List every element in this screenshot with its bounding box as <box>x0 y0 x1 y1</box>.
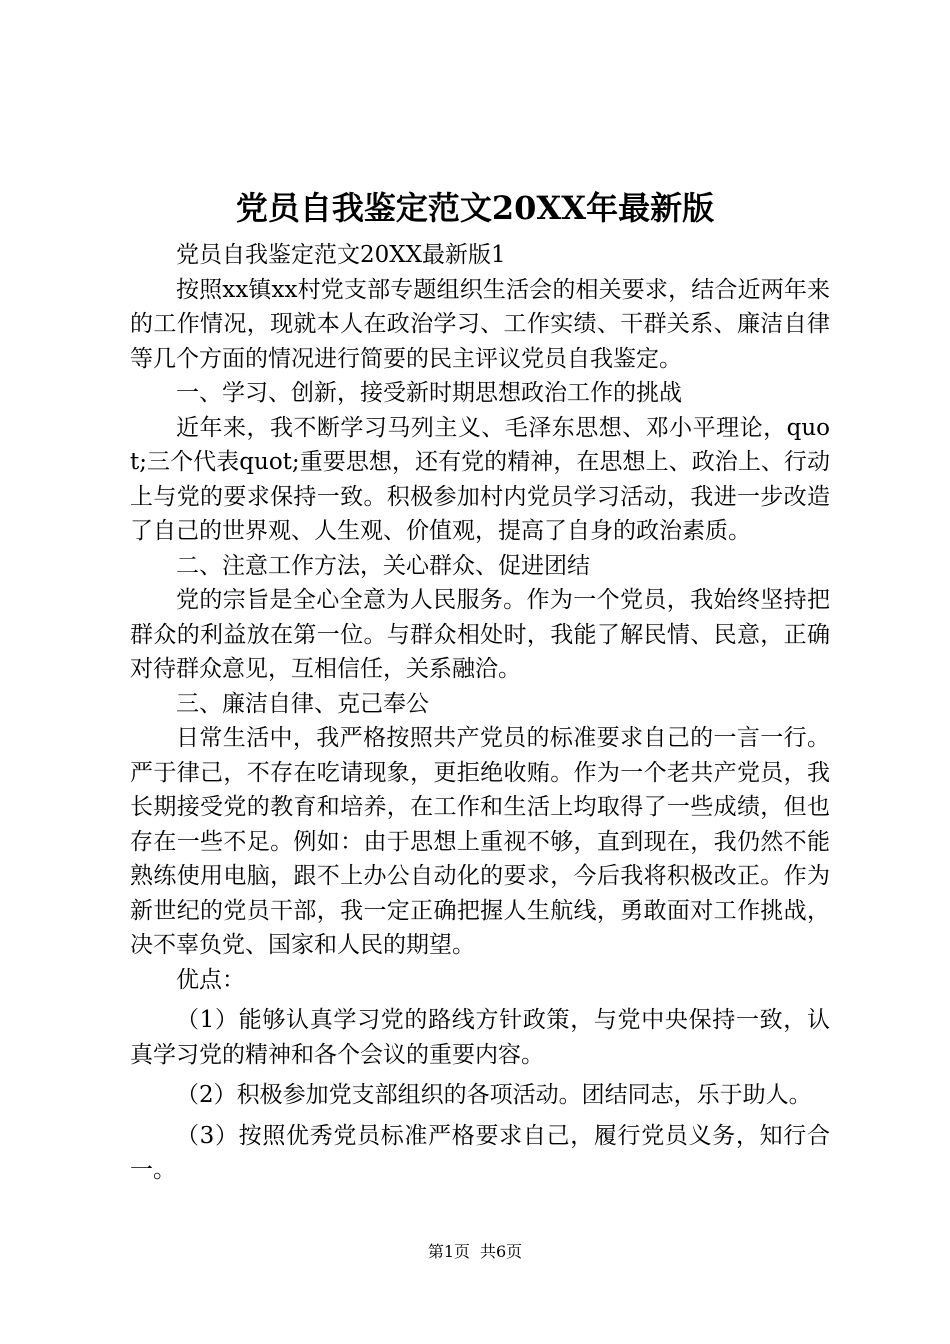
strengths-heading: 优点： <box>176 966 245 993</box>
intro-paragraph: 按照xx镇xx村党支部专题组织生活会的相关要求，结合近两年来的工作情况，现就本人在政治学习、工作实绩、干群关系、廉洁自律等几个方面的情况进行简要的民主评议党员自我鉴定。 <box>130 276 830 372</box>
section-body-3: 日常生活中，我严格按照共产党员的标准要求自己的一言一行。严于律己，不存在吃请现象，更拒绝收贿。作为一个老共产党员，我长期接受党的教育和培养，在工作和生活上均取得了一些成绩，但也存在一些不足。例如：由于思想上重视不够，直到现在，我仍然不能熟练使用电脑，跟不上办公自动化的要求，今后我将积极改正。作为新世纪的党员干部，我一定正确把握人生航线，勇敢面对工作挑战，决不辜负党、国家和人民的期望。 <box>130 725 830 958</box>
document-title: 党员自我鉴定范文20XX年最新版 <box>235 189 715 227</box>
section-heading-2: 二、注意工作方法，关心群众、促进团结 <box>176 552 590 579</box>
section-body-1: 近年来，我不断学习马列主义、毛泽东思想、邓小平理论，quot;三个代表quot;重要思想，还有党的精神，在思想上、政治上、行动上与党的要求保持一致。积极参加村内党员学习活动，我进一步改造了自己的世界观、人生观、价值观，提高了自身的政治素质。 <box>130 414 830 544</box>
section-heading-3: 三、廉洁自律、克己奉公 <box>176 690 429 717</box>
page-footer <box>0 1242 950 1262</box>
page-total: 共6页 <box>480 1242 523 1261</box>
section-body-2: 党的宗旨是全心全意为人民服务。作为一个党员，我始终坚持把群众的利益放在第一位。与群众相处时，我能了解民情、民意，正确对待群众意见，互相信任，关系融洽。 <box>130 587 830 682</box>
subtitle-paragraph: 党员自我鉴定范文20XX最新版1 <box>176 242 506 268</box>
page-number: 第1页 <box>427 1242 470 1261</box>
strength-item-3: （3）按照优秀党员标准严格要求自己，履行党员义务，知行合一。 <box>130 1122 830 1183</box>
section-heading-1: 一、学习、创新，接受新时期思想政治工作的挑战 <box>176 380 682 406</box>
document-body <box>130 238 830 1188</box>
strength-item-2: （2）积极参加党支部组织的各项活动。团结同志，乐于助人。 <box>176 1082 812 1108</box>
strength-item-1: （1）能够认真学习党的路线方针政策，与党中央保持一致，认真学习党的精神和各个会议的重要内容。 <box>130 1007 830 1068</box>
